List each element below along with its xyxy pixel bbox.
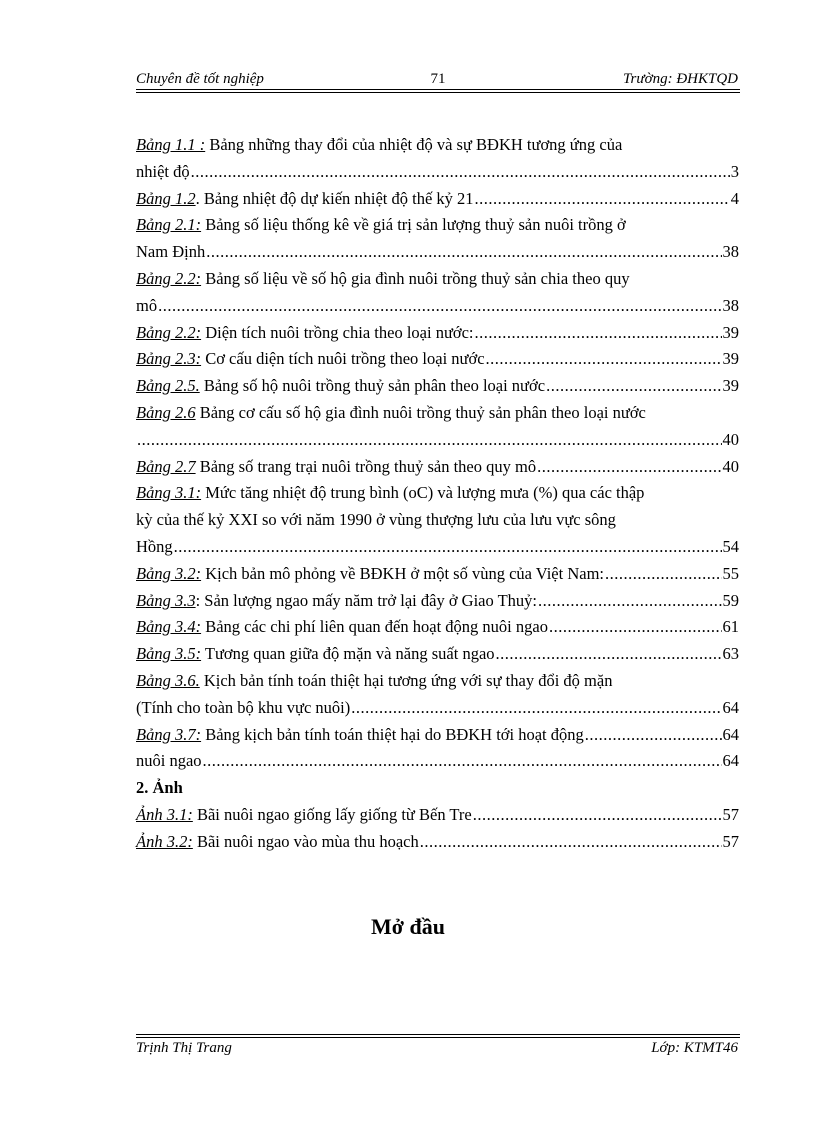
header-rule-bottom [136,92,740,93]
toc-entry [136,373,739,400]
toc-line [136,186,739,213]
dot-leader [549,614,722,641]
toc-line [136,320,739,347]
toc-line [136,266,739,293]
toc-line [136,614,739,641]
toc-line [136,346,739,373]
toc-line-text [136,829,419,856]
toc-entry-title: Bảng số hộ nuôi trồng thuỷ sản phân theo loại nước [199,376,546,396]
toc-entry-label: Ảnh 3.2: [136,831,193,851]
toc-entry [136,748,739,775]
toc-entry-title: Bảng số trang trại nuôi trồng thuỷ sản theo quy mô [195,456,537,476]
toc-line [136,239,739,266]
toc-line [136,293,739,320]
toc-entry-title: Bảng cơ cấu số hộ gia đình nuôi trồng thuỷ sản phân theo loại nước [195,402,646,422]
toc-entry-title: nuôi ngao [136,751,202,771]
toc-entry-label: Bảng 3.4: [136,617,202,637]
dot-leader [538,588,722,615]
section-heading-images: 2. Ảnh [136,778,183,798]
dot-leader [473,802,722,829]
toc-page-number: 38 [722,242,739,262]
toc-entry-label: Bảng 2.5. [136,376,200,396]
toc-page-number: 39 [722,376,739,396]
toc-entry-title: Cơ cấu diện tích nuôi trồng theo loại nước [201,349,485,369]
toc-line [136,668,739,695]
header-right: Trường: ĐHKTQD [623,71,738,87]
toc-entry-title-end: Nam Định [136,242,206,262]
image-list-entry [136,829,739,856]
toc-entry [136,722,739,749]
toc-entry [136,266,739,320]
header-rule-top [136,89,740,90]
toc-page-number: 61 [722,617,739,637]
toc-entry [136,561,739,588]
toc-page-number: 40 [722,429,739,449]
toc-entry-title-end: Hồng [136,536,173,556]
toc-entry [136,668,739,722]
toc-line [136,480,739,507]
toc-line [136,588,739,615]
toc-entry [136,186,739,213]
toc-entry-title: Kịch bản tính toán thiệt hại tương ứng với sự thay đổi độ mặn [199,670,613,690]
toc-line-text [136,212,626,239]
toc-entry-title: : Sản lượng ngao mấy năm trở lại đây ở Giao Thuỷ: [195,590,537,610]
toc-page-number: 64 [722,697,739,717]
toc-line [136,400,739,427]
toc-line [136,427,739,454]
toc-page-number: 40 [722,456,739,476]
toc-line-text [136,132,622,159]
header-left: Chuyên đề tốt nghiệp [136,71,264,87]
toc-entry-title: Bãi nuôi ngao giống lấy giống từ Bến Tre [192,804,472,824]
toc-line-text [136,159,190,186]
toc-entry [136,320,739,347]
toc-line-text [136,266,630,293]
dot-leader [351,695,721,722]
toc-entry-title: Mức tăng nhiệt độ trung bình (oC) và lượng mưa (%) qua các thập [201,483,645,503]
toc-line [136,454,739,481]
toc-entry-label: Bảng 3.7: [136,724,202,744]
footer-rule-top [136,1034,740,1035]
toc-line-text [136,373,545,400]
toc-entry-title-continued: kỳ của thế kỷ XXI so với năm 1990 ở vùng thượng lưu của lưu vực sông [136,510,616,530]
table-of-contents [136,132,739,856]
toc-entry-label: Bảng 3.1: [136,483,202,503]
toc-entry [136,212,739,266]
toc-entry-label: Bảng 3.6. [136,670,200,690]
dot-leader [605,561,722,588]
toc-line [136,722,739,749]
toc-entry-title: Bảng số liệu về số hộ gia đình nuôi trồng thuỷ sản chia theo quy [201,268,630,288]
toc-entry [136,480,739,560]
toc-entry-title: . Bảng nhiệt độ dự kiến nhiệt độ thế kỷ 21 [195,188,474,208]
toc-entry [136,132,739,186]
toc-page-number: 4 [730,188,739,208]
dot-leader [475,320,722,347]
header-page-number: 71 [430,71,446,87]
toc-entry-label: Bảng 2.3: [136,349,202,369]
toc-line [136,748,739,775]
toc-entry-title-end: mô [136,295,158,315]
toc-page-number: 63 [722,644,739,664]
dot-leader [158,293,721,320]
toc-entry-label: Bảng 1.1 : [136,135,206,154]
dot-leader [191,159,730,186]
toc-page-number: 57 [722,831,739,851]
toc-line-text [136,400,646,427]
footer-class: Lớp: KTMT46 [651,1040,738,1056]
toc-line [136,212,739,239]
toc-entry-title: Tương quan giữa độ mặn và năng suất ngao [201,644,495,664]
toc-line-text [136,695,350,722]
toc-entry-title: Bảng những thay đổi của nhiệt độ và sự BĐKH tương ứng của [205,135,623,154]
toc-page-number: 39 [722,322,739,342]
intro-title: Mở đầu [371,914,445,939]
toc-line-text [136,588,537,615]
toc-entry-label: Bảng 3.5: [136,644,202,664]
toc-entry-label: Bảng 2.6 [136,402,196,422]
toc-page-number: 3 [730,161,739,181]
footer-rule-bottom [136,1037,740,1038]
dot-leader [486,346,722,373]
toc-line [136,159,739,186]
dot-leader [475,186,730,213]
toc-page-number: 38 [722,295,739,315]
footer-author: Trịnh Thị Trang [136,1040,232,1056]
toc-entry-label: Bảng 2.1: [136,215,202,235]
toc-line-text [136,748,202,775]
toc-entry [136,454,739,481]
toc-page-number: 59 [722,590,739,610]
toc-page-number: 55 [722,563,739,583]
page-header [136,68,740,90]
toc-line [136,373,739,400]
dot-leader [420,829,722,856]
toc-entry-label: Bảng 3.3 [136,590,196,610]
toc-line [136,132,739,159]
toc-entry [136,614,739,641]
toc-entry [136,588,739,615]
toc-page-number: 64 [722,724,739,744]
toc-line-text [136,320,474,347]
toc-line [136,534,739,561]
toc-page-number: 57 [722,804,739,824]
toc-page-number: 54 [722,536,739,556]
toc-entry-label: Bảng 2.2: [136,322,202,342]
toc-entry-title: Diện tích nuôi trồng chia theo loại nước: [201,322,474,342]
toc-line-text [136,561,604,588]
toc-line [136,695,739,722]
toc-line [136,829,739,856]
toc-entry-label: Bảng 2.7 [136,456,196,476]
toc-line-text [136,641,495,668]
dot-leader [546,373,721,400]
toc-line [136,507,739,534]
toc-line-text [136,186,474,213]
toc-page-number: 39 [722,349,739,369]
toc-page-number: 64 [722,751,739,771]
toc-line-text [136,802,472,829]
toc-entry-title: Kịch bản mô phỏng về BĐKH ở một số vùng của Việt Nam: [201,563,604,583]
dot-leader [585,722,722,749]
toc-line [136,802,739,829]
toc-line-text [136,668,612,695]
toc-line [136,641,739,668]
dot-leader [537,454,721,481]
toc-entry-label: Bảng 3.2: [136,563,202,583]
toc-entry [136,400,739,454]
toc-entry-title: Bảng số liệu thống kê về giá trị sản lượng thuỷ sản nuôi trồng ở [201,215,626,235]
toc-line-text [136,722,584,749]
toc-line-text [136,614,548,641]
toc-entry-title-end: nhiệt độ [136,161,190,181]
toc-entry-label: Bảng 2.2: [136,268,202,288]
toc-entry-title: Bảng các chi phí liên quan đến hoạt động nuôi ngao [201,617,548,637]
toc-line-text [136,239,205,266]
image-list-entry [136,802,739,829]
toc-entry-title-end: (Tính cho toàn bộ khu vực nuôi) [136,697,351,717]
toc-entry-label: Ảnh 3.1: [136,804,193,824]
toc-line [136,561,739,588]
toc-line-text [136,293,157,320]
toc-entry-title: Bãi nuôi ngao vào mùa thu hoạch [192,831,419,851]
toc-entry-label: Bảng 1.2 [136,188,196,208]
dot-leader [137,427,722,454]
dot-leader [496,641,722,668]
toc-entry [136,346,739,373]
dot-leader [203,748,722,775]
toc-line-text [136,534,173,561]
dot-leader [174,534,722,561]
dot-leader [206,239,721,266]
toc-line-text [136,454,536,481]
toc-entry-title: Bảng kịch bản tính toán thiệt hại do BĐKH tới hoạt động [201,724,584,744]
toc-line-text [136,346,485,373]
toc-line-text [136,480,644,507]
toc-entry [136,641,739,668]
